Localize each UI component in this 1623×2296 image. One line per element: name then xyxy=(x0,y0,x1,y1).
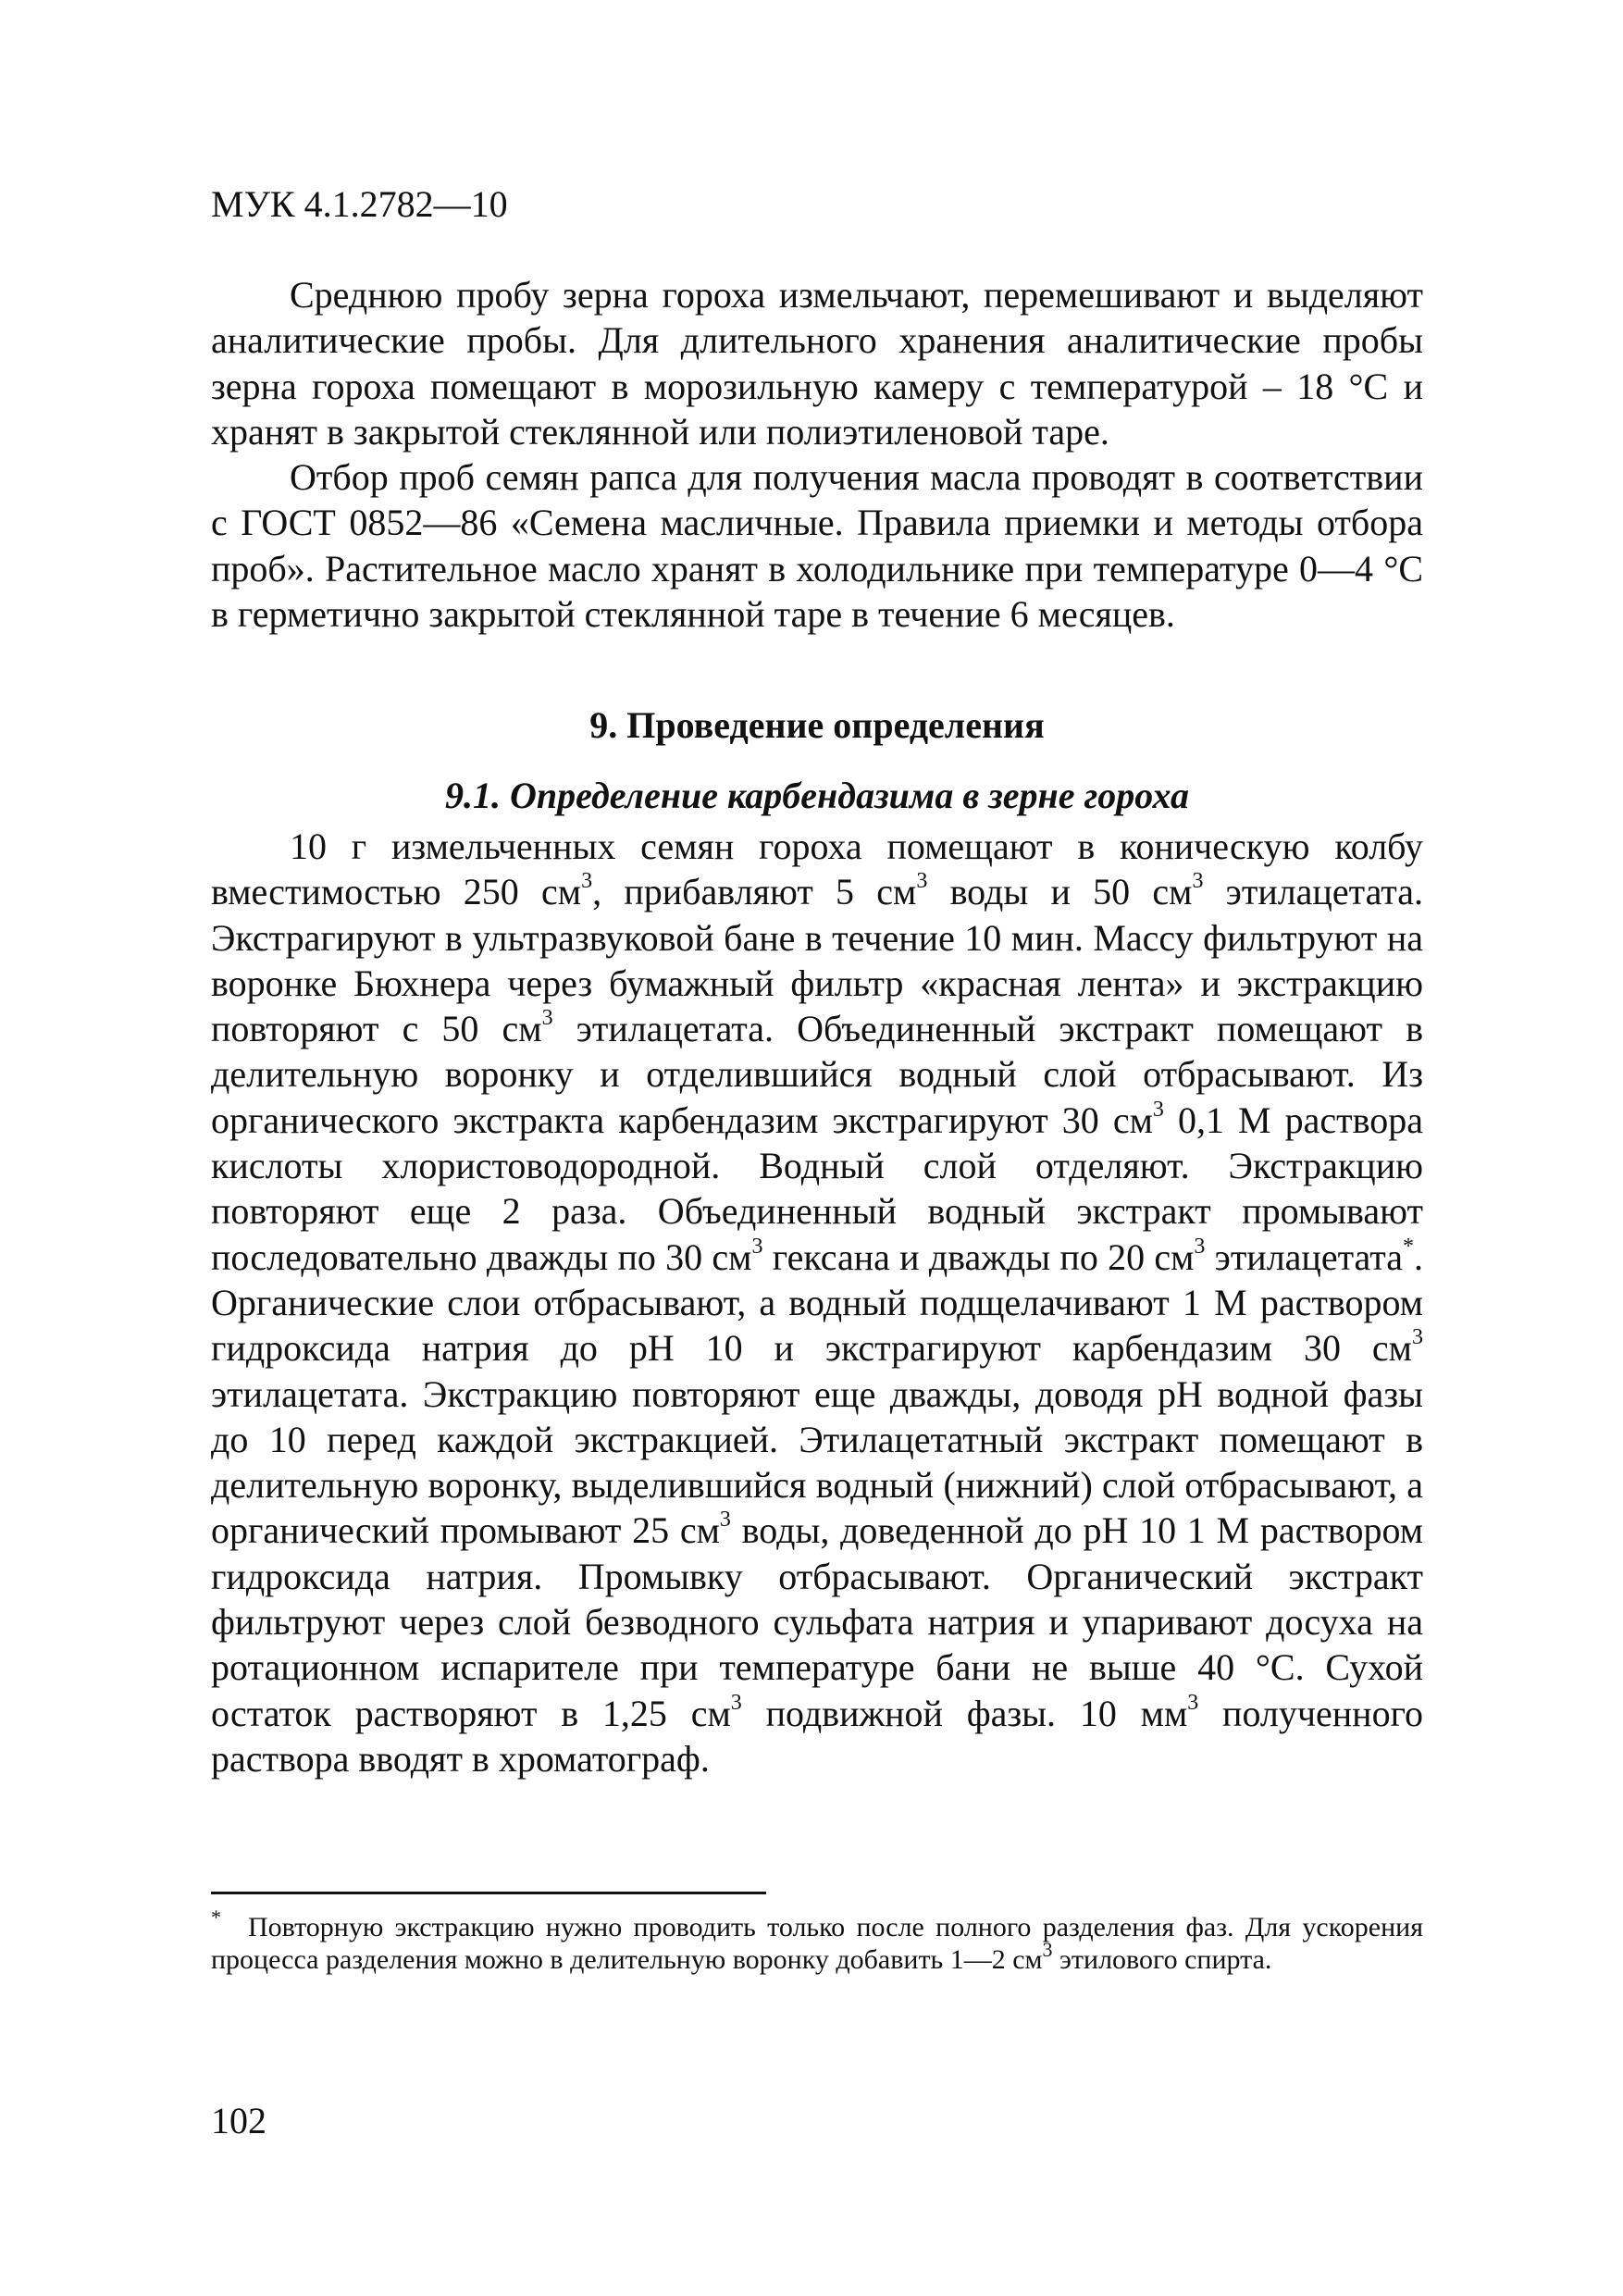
text-run: воды и 50 см xyxy=(927,871,1193,913)
text-run: , прибавляют 5 см xyxy=(592,871,917,913)
text-run: этилацетата. Экстрагируют в ультразвуковой бане в течение 10 мин. Массу фильтруют на воронке Бюхнера через бумажный фильтр «красная лента» и экстракцию повторяют с 50 см xyxy=(211,871,1424,1050)
intro-text-block xyxy=(211,272,1423,637)
text-run: этилацетата. Объединенный экстракт помещают в делительную воронку и отделившийся водный слой отбрасывают. Из органического экстракта карбендазим экстрагируют 30 см xyxy=(211,1008,1423,1141)
superscript-3: 3 xyxy=(719,1508,731,1533)
superscript-3: 3 xyxy=(730,1690,742,1715)
text-run: этилацетата. Экстракцию повторяют еще дважды, доводя рН водной фазы до 10 перед каждой экстракцией. Этилацетатный экстракт помещают в делительную воронку, выделившийся водный (нижний) слой отбрасывают, а органический промывают 25 см xyxy=(211,1372,1423,1552)
text-run: воды, доведенной до рН 10 1 М раствором гидроксида натрия. Промывку отбрасывают. Органический экстракт фильтруют через слой безводного сульфата натрия и упаривают досуха на ротационном испарителе при температуре бани не выше 40 °С. Сухой остаток растворяют в 1,25 см xyxy=(211,1509,1424,1734)
paragraph-rapeseed-sampling: Отбор проб семян рапса для получения масла проводят в соответствии с ГОСТ 0852—86 «Семена масличные. Правила приемки и методы отбора проб». Растительное масло хранят в холодильнике при температуре 0—4 °С в герметично закрытой стеклянной таре в течение 6 месяцев. xyxy=(211,456,1423,636)
text-run: полученного раствора вводят в хроматограф. xyxy=(211,1692,1423,1780)
text-run: подвижной фазы. 10 мм xyxy=(741,1692,1188,1734)
superscript-3: 3 xyxy=(751,1234,763,1259)
text-run: 10 г измельченных семян гороха помещают в коническую колбу вместимостью 250 см xyxy=(211,825,1423,913)
paragraph-carbendazim-procedure xyxy=(211,824,1423,1781)
superscript-3: 3 xyxy=(1194,1234,1206,1259)
section-heading: 9. Проведение определения xyxy=(589,704,1045,746)
superscript-3: 3 xyxy=(1152,1097,1164,1122)
superscript-3: 3 xyxy=(581,869,593,894)
procedure-text-block xyxy=(211,824,1423,1781)
superscript-3: 3 xyxy=(1187,1690,1199,1715)
superscript-3: 3 xyxy=(1192,869,1204,894)
page-number: 102 xyxy=(211,2100,266,2141)
footnote-text: этилового спирта. xyxy=(1052,1943,1272,1975)
footnote: * Повторную экстракцию нужно проводить только после полного разделения фаз. Для ускорения процесса разделения можно в делительную воронку добавить 1—2 $см^3$ этилового спирта. xyxy=(211,1905,1423,1975)
text-run: . Органические слои отбрасывают, а водный подщелачивают 1 М раствором гидроксида натрия до рН 10 и экстрагируют карбендазим 30 см xyxy=(211,1235,1424,1370)
text-run: этилацетата xyxy=(1205,1235,1404,1278)
document-code-header: МУК 4.1.2782—10 xyxy=(211,183,508,225)
footnote-reference-mark[interactable]: * xyxy=(1403,1234,1415,1259)
text-run: 0,1 М раствора кислоты хлористоводородной. Водный слой отделяют. Экстракцию повторяют еще 2 раза. Объединенный водный экстракт промывают последовательно дважды по 30 см xyxy=(211,1098,1423,1278)
footnote-divider xyxy=(211,1892,766,1894)
footnote-text: Повторную экстракцию нужно проводить только после полного разделения фаз. Для ускорения процесса разделения можно в делительную воронку добавить 1—2 см xyxy=(211,1912,1423,1975)
superscript-3: 3 xyxy=(1412,1325,1423,1350)
paragraph-pea-sample-storage: Среднюю пробу зерна гороха измельчают, перемешивают и выделяют аналитические пробы. Для длительного хранения аналитические пробы зерна гороха помещают в морозильную камеру с температурой – 18 °С и хранят в закрытой стеклянной или полиэтиленовой таре. xyxy=(211,274,1423,453)
subsection-heading: 9.1. Определение карбендазима в зерне гороха xyxy=(445,775,1189,816)
superscript-3: 3 xyxy=(916,869,928,894)
superscript-3: 3 xyxy=(1042,1937,1053,1961)
superscript-3: 3 xyxy=(541,1006,553,1031)
text-run: гексана и дважды по 20 см xyxy=(762,1235,1195,1278)
